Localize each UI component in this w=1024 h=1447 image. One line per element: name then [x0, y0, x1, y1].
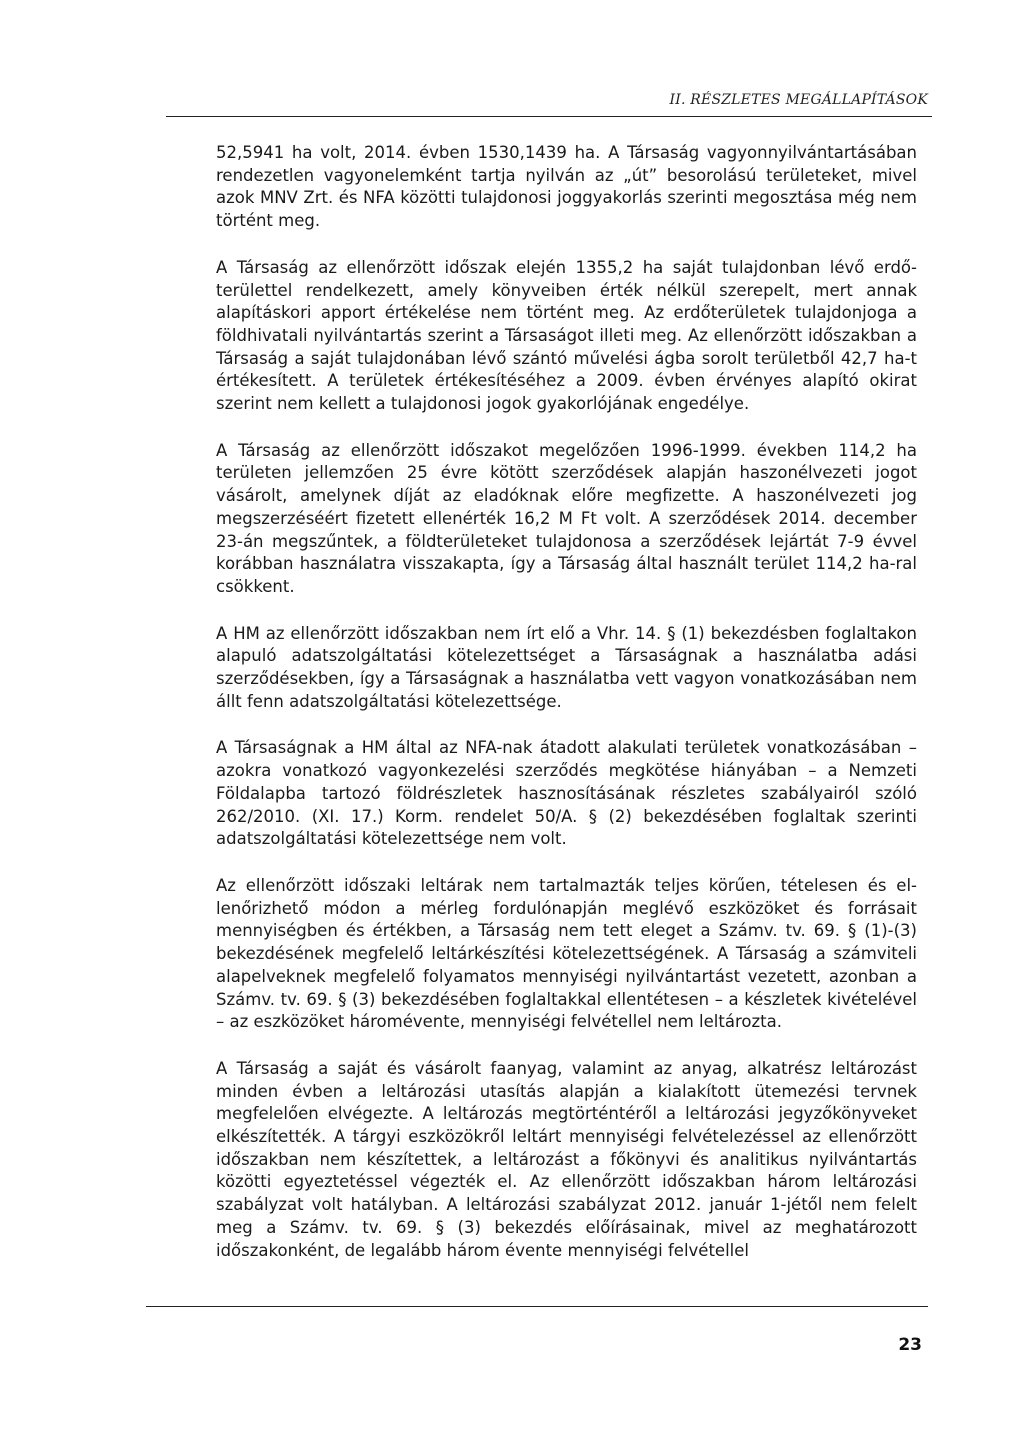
running-header-title: II. RÉSZLETES MEGÁLLAPÍTÁSOK — [669, 92, 928, 108]
paragraph-7: A Társaság a saját és vásárolt faanyag, valamint az anyag, alkatrész leltározást minden évben a leltározási utasítás alapján a kialakított ütemezési tervnek megfelelően elvégezte. A leltározás megtörténtéről a leltározási jegyzőkönyveket elkészítették. A tárgyi eszközökről leltárt mennyiségi felvételezéssel az ellenőrzött időszakban nem készítettek, a leltározást a főkönyvi és analitikus nyilvántartás közötti egyeztetéssel végezték el. Az ellenőrzött időszakban három leltározási szabályzat volt hatályban. A leltározási szabályzat 2012. január 1-jétől nem felelt meg a Számv. tv. 69. § (3) bekezdés előírásainak, mivel az meghatározott időszakonként, de legalább három évente mennyiségi felvétellel — [216, 1058, 917, 1260]
header-divider — [166, 116, 932, 117]
paragraph-2: A Társaság az ellenőrzött időszak elején 1355,2 ha saját tulajdonban lévő erdőterülettel rendelkezett, amely könyveiben érték nélkül szerepelt, mert annak alapításkori apport értékelése nem történt meg. Az erdőterületek tulajdonjoga a földhivatali nyilvántartás szerint a Társaságot illeti meg. Az ellenőrzött időszakban a Társaság a saját tulajdonában lévő szántó művelési ágba sorolt területből 42,7 ha-t értékesített. A területek értékesítéséhez a 2009. évben érvényes alapító okirat szerint nem kellett a tulajdonosi jogok gyakorlójának engedélye. — [216, 257, 917, 414]
paragraph-4: A HM az ellenőrzött időszakban nem írt elő a Vhr. 14. § (1) bekezdésben foglaltakon alapuló adatszolgáltatási kötelezettséget a Társaságnak a használatba adási szerződésekben, így a Társaságnak a használatba vett vagyon vonatkozásában nem állt fenn adatszolgáltatási kötelezettsége. — [216, 623, 917, 711]
footer-divider — [146, 1306, 928, 1307]
page-number: 23 — [898, 1335, 922, 1355]
paragraph-6: Az ellenőrzött időszaki leltárak nem tartalmazták teljes körűen, tételesen és ellenőrizhető módon a mérleg fordulónapján meglévő eszközöket és forrásait mennyiségben és értékben, a Társaság nem tett eleget a Számv. tv. 69. § (1)-(3) bekezdésének megfelelő leltárkészítési kötelezettségének. A Társaság a számviteli alapelveknek megfelelő folyamatos mennyiségi nyilvántartást vezetett, azonban a Számv. tv. 69. § (3) bekezdésében foglaltakkal ellentétesen – a készletek kivételével – az eszközöket háromévente, mennyiségi felvétellel nem leltározta. — [216, 875, 917, 1032]
paragraph-5: A Társaságnak a HM által az NFA-nak átadott alakulati területek vonatkozásában – azokra vonatkozó vagyonkezelési szerződés megkötése hiányában – a Nemzeti Földalapba tartozó földrészletek hasznosításának részletes szabályairól szóló 262/2010. (XI. 17.) Korm. rendelet 50/A. § (2) bekezdésében foglaltak szerinti adatszolgáltatási kötelezettsége nem volt. — [216, 738, 917, 849]
paragraph-3: A Társaság az ellenőrzött időszakot megelőzően 1996-1999. években 114,2 ha területen jellemzően 25 évre kötött szerződések alapján haszonélvezeti jogot vásárolt, amelynek díját az eladóknak előre megfizette. A haszonélvezeti jog megszerzéséért fizetett ellenérték 16,2 M Ft volt. A szerződések 2014. december 23-án megszűntek, a földterületeket tulajdonosa a szerződések lejártát 7-9 évvel korábban használatra visszakapta, így a Társaság által használt terület 114,2 ha-ral csökkent. — [216, 440, 917, 596]
paragraph-1: 52,5941 ha volt, 2014. évben 1530,1439 ha. A Társaság vagyonnyilvántartásában rendezetlen vagyonelemként tartja nyilván az „út” besorolású területeket, mivel azok MNV Zrt. és NFA közötti tulajdonosi joggyakorlás szerinti megosztása még nem történt meg. — [216, 143, 917, 231]
body-text — [216, 142, 917, 1286]
